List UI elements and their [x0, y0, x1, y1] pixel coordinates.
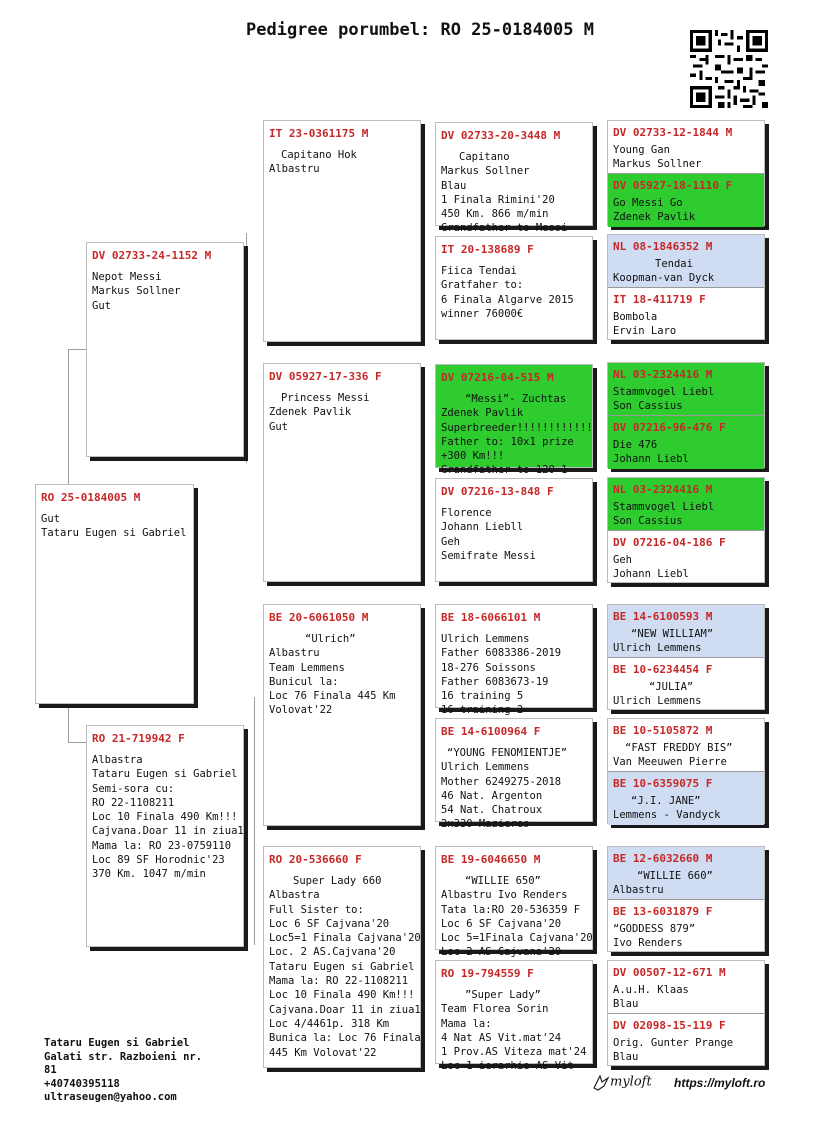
owner-address-number: 81 — [44, 1064, 57, 1076]
ancestor-pair-card — [607, 846, 765, 952]
ancestor-female — [608, 415, 764, 469]
grandparent-card — [263, 604, 421, 826]
info-line: 370 Km. 1047 m/min — [92, 868, 206, 881]
ring-id: RO 25-0184005 M — [41, 491, 141, 504]
myloft-logo — [592, 1072, 652, 1092]
dam-card — [86, 725, 244, 947]
ring-id: DV 05927-17-336 F — [269, 370, 382, 383]
grandparent-card — [263, 846, 421, 1068]
ring-id: BE 13-6031879 F — [613, 905, 713, 918]
ring-id: DV 07216-04-515 M — [441, 371, 554, 384]
qr-code-icon — [690, 30, 768, 108]
great-grandparent-card — [435, 960, 593, 1073]
ancestor-male — [608, 961, 764, 1013]
info-line: Die 476 — [613, 439, 658, 451]
info-line: Fiica Tendai — [441, 265, 517, 277]
info-line: Superbreeder!!!!!!!!!!!! — [441, 421, 593, 434]
info-line: Capitano — [459, 151, 510, 163]
ancestor-female — [608, 287, 764, 341]
info-line: 2x330 Mazieres — [441, 818, 530, 831]
ring-id: NL 08-1846352 M — [613, 240, 713, 253]
info-line: Mama la: RO 22-1108211 — [269, 975, 409, 988]
info-line: Albastru — [269, 163, 320, 176]
info-line: Gratfaher to: — [441, 279, 524, 292]
ring-id: IT 23-0361175 M — [269, 127, 369, 140]
ancestor-female — [608, 173, 764, 227]
info-line: 6 Finala Algarve 2015 — [441, 293, 574, 306]
ring-id: RO 21-719942 F — [92, 732, 185, 745]
pigeon-icon — [592, 1072, 610, 1092]
info-line: Full Sister to: — [269, 903, 364, 916]
info-line: Ulrich Lemmens — [613, 695, 702, 708]
ring-id: DV 07216-96-476 F — [613, 421, 726, 434]
info-line: Albastru — [269, 647, 320, 660]
ancestor-male — [608, 363, 764, 415]
great-grandparent-card — [435, 718, 593, 831]
info-line: Bunica la: Loc 76 Finala — [269, 1032, 421, 1045]
info-line: Albastra — [269, 889, 320, 902]
info-line: Lemmens - Vandyck — [613, 809, 721, 822]
info-line: Loc 6 SF Cajvana'20 — [441, 917, 562, 930]
info-line: Semifrate Messi — [441, 549, 536, 562]
info-line: Volovat'22 — [269, 704, 333, 717]
info-line: “GODDESS 879” — [613, 923, 696, 935]
info-line: Gut — [41, 513, 60, 525]
ring-id: IT 18-411719 F — [613, 293, 706, 306]
info-line: 18-276 Soissons — [441, 661, 536, 674]
info-line: “J.I. JANE” — [631, 795, 701, 807]
ancestor-male — [608, 121, 764, 173]
info-line: Father to: 10x1 prize — [441, 435, 574, 448]
site-link[interactable]: https://myloft.ro — [674, 1076, 766, 1090]
ring-id: BE 12-6032660 M — [613, 852, 713, 865]
info-line: Tata la:RO 20-536359 F — [441, 903, 581, 916]
info-line: Loc 10 Finala 490 Km!!! — [92, 811, 238, 824]
info-line: Ervin Laro — [613, 325, 677, 338]
info-line: Cajvana.Doar 11 in ziua1 — [92, 825, 244, 838]
info-line: Blau — [613, 1051, 639, 1064]
info-line: “YOUNG FENOMIENTJE” — [447, 747, 568, 759]
great-grandparent-card — [435, 478, 593, 582]
ring-id: BE 10-6359075 F — [613, 777, 713, 790]
page-title: Pedigree porumbel: RO 25-0184005 M — [246, 20, 594, 40]
ancestor-male — [608, 605, 764, 657]
info-line: Loc 10 Finala 490 Km!!! — [269, 989, 415, 1002]
info-line: Gut — [92, 299, 111, 312]
great-grandparent-card — [435, 364, 593, 477]
info-line: Loc 4/4461p. 318 Km — [269, 1017, 390, 1030]
info-line: Zdenek Pavlik — [269, 406, 352, 419]
ring-id: BE 19-6046650 M — [441, 853, 541, 866]
ring-id: BE 10-5105872 M — [613, 724, 713, 737]
info-line: 450 Km. 866 m/min — [441, 208, 549, 221]
info-line: 1 Finala Rimini'20 — [441, 193, 555, 206]
ancestor-female — [608, 899, 764, 953]
info-line: Father 6083673-19 — [441, 675, 549, 688]
info-line: Princess Messi — [281, 392, 370, 404]
ring-id: BE 10-6234454 F — [613, 663, 713, 676]
info-line: Super Lady 660 — [293, 875, 382, 887]
info-line: Markus Sollner — [441, 165, 530, 178]
ancestor-female — [608, 771, 764, 825]
info-line: Geh — [441, 535, 460, 548]
info-line: 16 training 5 — [441, 690, 524, 703]
info-line: “NEW WILLIAM” — [631, 628, 714, 640]
ring-id: NL 03-2324416 M — [613, 368, 713, 381]
info-line: Johann Liebl — [613, 568, 689, 581]
ring-id: DV 05927-18-1110 F — [613, 179, 733, 192]
info-line: Cajvana.Doar 11 in ziua1 — [269, 1003, 421, 1016]
info-line: Markus Sollner — [92, 285, 181, 298]
info-line: “FAST FREDDY BIS” — [625, 742, 733, 754]
info-line: Stammvogel Liebl — [613, 386, 715, 398]
ancestor-female — [608, 1013, 764, 1067]
info-line: Zdenek Pavlik — [613, 211, 696, 224]
info-line: +300 Km!!! — [441, 450, 505, 463]
info-line: Blau — [613, 998, 639, 1011]
owner-contact — [44, 1037, 202, 1105]
info-line: Loc 5=1Finala Cajvana'20 — [441, 932, 593, 945]
info-line: Bombola — [613, 311, 658, 323]
info-line: Tataru Eugen si Gabriel — [41, 527, 187, 540]
info-line: Son Cassius — [613, 515, 683, 528]
info-line: Albastru Ivo Renders — [441, 889, 568, 902]
info-line: Ulrich Lemmens — [441, 761, 530, 774]
ring-id: DV 07216-13-848 F — [441, 485, 554, 498]
ancestor-pair-card — [607, 960, 765, 1066]
ancestor-male — [608, 235, 764, 287]
info-line: Johann Liebl — [613, 453, 689, 466]
great-grandparent-card — [435, 122, 593, 235]
info-line: Young Gan — [613, 144, 670, 156]
info-line: Albastra — [92, 754, 143, 766]
info-line: 54 Nat. Chatroux — [441, 804, 543, 817]
info-line: Ivo Renders — [613, 937, 683, 950]
info-line: Tendai — [655, 258, 693, 270]
info-line: ”Super Lady” — [465, 989, 541, 1001]
ring-id: BE 14-6100593 M — [613, 610, 713, 623]
ancestor-pair-card — [607, 477, 765, 583]
ancestor-pair-card — [607, 120, 765, 226]
info-line: Gut — [269, 420, 288, 433]
ring-id: DV 00507-12-671 M — [613, 966, 726, 979]
owner-email[interactable]: ultraseugen@yahoo.com — [44, 1091, 177, 1103]
info-line: Koopman-van Dyck — [613, 272, 715, 285]
great-grandparent-card — [435, 236, 593, 340]
info-line: 1 Prov.AS Viteza mat'24 — [441, 1046, 587, 1059]
ancestor-pair-card — [607, 718, 765, 824]
ring-id: DV 02733-20-3448 M — [441, 129, 561, 142]
info-line: Loc5=1 Finala Cajvana'20 — [269, 932, 421, 945]
info-line: Loc 1 ierarhie AS Vit — [441, 1060, 574, 1073]
info-line: Grandfather to Messi — [441, 222, 568, 235]
ancestor-pair-card — [607, 604, 765, 710]
info-line: Mama la: RO 23-0759110 — [92, 839, 232, 852]
info-line: Geh — [613, 554, 632, 566]
owner-address: Galati str. Razboieni nr. — [44, 1050, 203, 1063]
ancestor-male — [608, 847, 764, 899]
grandparent-card — [263, 363, 421, 582]
grandparent-card — [263, 120, 421, 342]
info-line: Loc 2 AS Cajvana'20 — [441, 946, 562, 959]
info-line: Blau — [441, 179, 467, 192]
info-line: Zdenek Pavlik — [441, 407, 524, 420]
ancestor-pair-card — [607, 234, 765, 340]
info-line: RO 22-1108211 — [92, 796, 175, 809]
info-line: 445 Km Volovat'22 — [269, 1046, 377, 1059]
info-line: Capitano Hok — [281, 149, 357, 161]
info-line: Mama la: — [441, 1017, 492, 1030]
info-line: “WILLIE 660” — [637, 870, 713, 882]
info-line: Orig. Gunter Prange — [613, 1037, 734, 1049]
info-line: Bunicul la: — [269, 675, 339, 688]
ancestor-female — [608, 530, 764, 584]
info-line: 16 training 2 — [441, 704, 524, 717]
ancestor-male — [608, 719, 764, 771]
ancestor-pair-card — [607, 362, 765, 468]
info-line: Team Florea Sorin — [441, 1003, 549, 1016]
info-line: “Ulrich” — [305, 633, 356, 645]
ring-id: DV 02733-24-1152 M — [92, 249, 212, 262]
info-line: A.u.H. Klaas — [613, 984, 689, 996]
ring-id: IT 20-138689 F — [441, 243, 534, 256]
info-line: winner 76000€ — [441, 307, 524, 320]
info-line: Loc 76 Finala 445 Km — [269, 690, 396, 703]
great-grandparent-card — [435, 846, 593, 959]
info-line: Albastru — [613, 884, 664, 897]
info-line: Van Meeuwen Pierre — [613, 756, 727, 769]
ring-id: BE 18-6066101 M — [441, 611, 541, 624]
ancestor-female — [608, 657, 764, 711]
info-line: Grandfather to 120 1 — [441, 464, 568, 477]
subject-card — [35, 484, 194, 704]
owner-phone: +40740395118 — [44, 1077, 120, 1090]
info-line: Tataru Eugen si Gabriel — [92, 768, 238, 781]
ring-id: RO 20-536660 F — [269, 853, 362, 866]
info-line: Nepot Messi — [92, 271, 162, 283]
ring-id: DV 02733-12-1844 M — [613, 126, 733, 139]
ring-id: DV 07216-04-186 F — [613, 536, 726, 549]
info-line: 4 Nat AS Vit.mat'24 — [441, 1031, 562, 1044]
info-line: Loc. 2 AS.Cajvana'20 — [269, 946, 396, 959]
info-line: Johann Liebll — [441, 521, 524, 534]
owner-name: Tataru Eugen si Gabriel — [44, 1037, 190, 1049]
info-line: Stammvogel Liebl — [613, 501, 715, 513]
ring-id: RO 19-794559 F — [441, 967, 534, 980]
info-line: Father 6083386-2019 — [441, 647, 562, 660]
info-line: Florence — [441, 507, 492, 519]
info-line: Markus Sollner — [613, 158, 702, 171]
sire-card — [86, 242, 244, 457]
info-line: “JULIA” — [649, 681, 694, 693]
info-line: “WILLIE 650” — [465, 875, 541, 887]
info-line: Son Cassius — [613, 400, 683, 413]
ring-id: NL 03-2324416 M — [613, 483, 713, 496]
info-line: Ulrich Lemmens — [613, 642, 702, 655]
info-line: Semi-sora cu: — [92, 782, 175, 795]
info-line: Go Messi Go — [613, 197, 683, 209]
ring-id: DV 02098-15-119 F — [613, 1019, 726, 1032]
ring-id: BE 20-6061050 M — [269, 611, 369, 624]
info-line: Team Lemmens — [269, 661, 345, 674]
info-line: Tataru Eugen si Gabriel — [269, 960, 415, 973]
ancestor-male — [608, 478, 764, 530]
info-line: Mother 6249275-2018 — [441, 775, 562, 788]
info-line: Loc 89 SF Horodnic'23 — [92, 854, 225, 867]
info-line: Loc 6 SF Cajvana'20 — [269, 917, 390, 930]
ring-id: BE 14-6100964 F — [441, 725, 541, 738]
info-line: “Messi”- Zuchtas — [465, 393, 567, 405]
logo-text: myloft — [610, 1074, 652, 1090]
great-grandparent-card — [435, 604, 593, 717]
info-line: Ulrich Lemmens — [441, 633, 530, 645]
info-line: 46 Nat. Argenton — [441, 789, 543, 802]
